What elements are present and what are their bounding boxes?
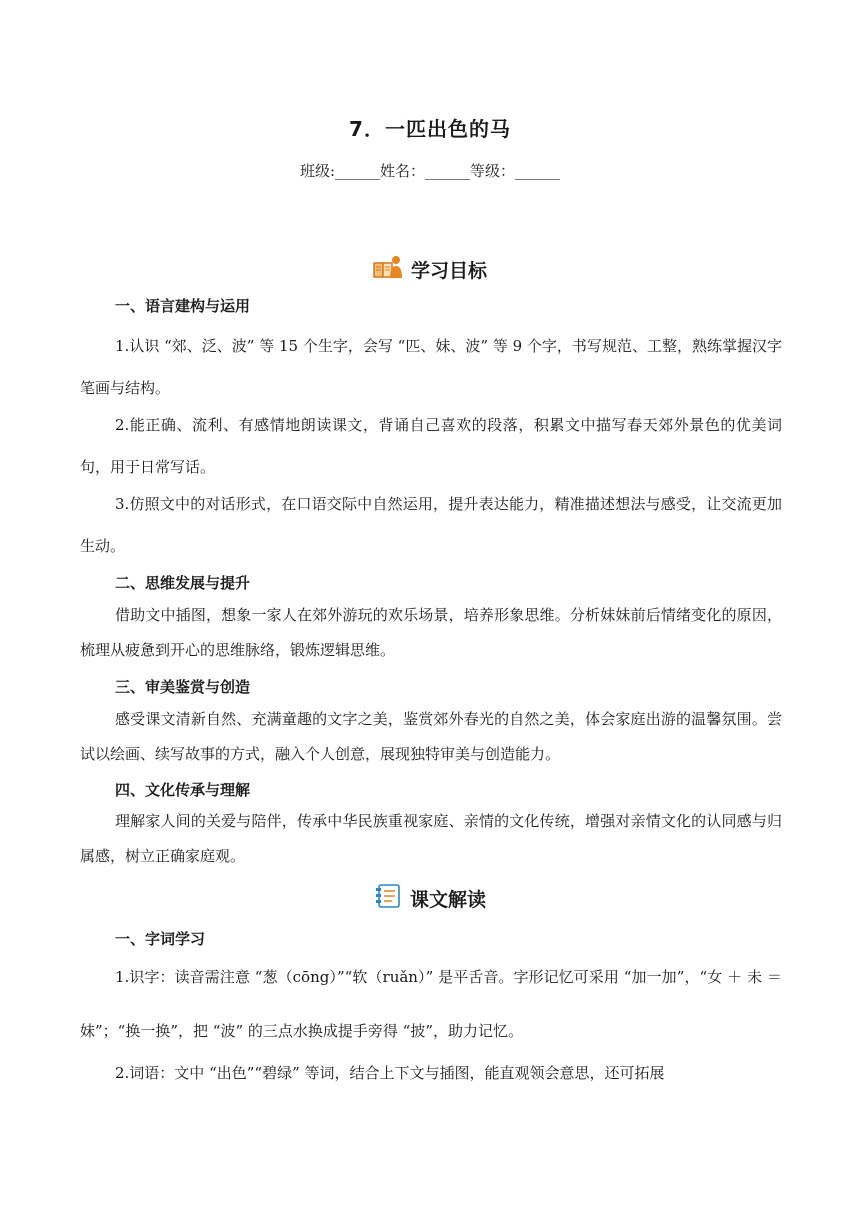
- paragraph: 2.能正确、流利、有感情地朗读课文，背诵自己喜欢的段落，积累文中描写春天郊外景色的优美词句，用于日常写话。: [80, 416, 782, 476]
- section-title: 四、文化传承与理解: [115, 781, 251, 799]
- reading-person-icon: [373, 254, 403, 285]
- paragraph: 3.仿照文中的对话形式，在口语交际中自然运用，提升表达能力，精准描述想法与感受，让交流更加生动。: [80, 495, 782, 555]
- section-title: 三、审美鉴赏与创造: [115, 678, 251, 696]
- paragraph: 感受课文清新自然、充满童趣的文字之美，鉴赏郊外春光的自然之美，体会家庭出游的温馨氛围。尝试以绘画、续写故事的方式，融入个人创意，展现独特审美与创造能力。: [80, 710, 782, 763]
- page-title: 7．一匹出色的马: [349, 117, 511, 141]
- reading-heading: 课文解读: [0, 883, 860, 914]
- paragraph: 理解家人间的关爱与陪伴，传承中华民族重视家庭、亲情的文化传统，增强对亲情文化的认同感与归属感，树立正确家庭观。: [80, 812, 782, 865]
- section-title: 一、语言建构与运用: [115, 297, 251, 315]
- section-title: 一、字词学习: [115, 930, 206, 948]
- paragraph: 1.识字：读音需注意 “葱（cōng）”“软（ruǎn）” 是平舌音。字形记忆可采用 “加一加”，“女 ＋ 未 ＝ 妹”；“换一换”，把 “波” 的三点水换成提手旁得 “披”，助力记忆。: [80, 968, 782, 1040]
- paragraph: 2.词语：文中 “出色”“碧绿” 等词，结合上下文与插图，能直观领会意思，还可拓展: [115, 1064, 665, 1082]
- goals-heading: 学习目标: [0, 254, 860, 285]
- notebook-icon: [374, 883, 402, 914]
- student-info-line: 班级:______姓名：______等级：______: [299, 162, 561, 180]
- paragraph: 借助文中插图，想象一家人在郊外游玩的欢乐场景，培养形象思维。分析妹妹前后情绪变化的原因，梳理从疲惫到开心的思维脉络，锻炼逻辑思维。: [80, 606, 782, 659]
- paragraph: 1.认识 “郊、泛、波” 等 15 个生字，会写 “匹、妹、波” 等 9 个字，书写规范、工整，熟练掌握汉字笔画与结构。: [80, 337, 782, 397]
- section-title: 二、思维发展与提升: [115, 574, 251, 592]
